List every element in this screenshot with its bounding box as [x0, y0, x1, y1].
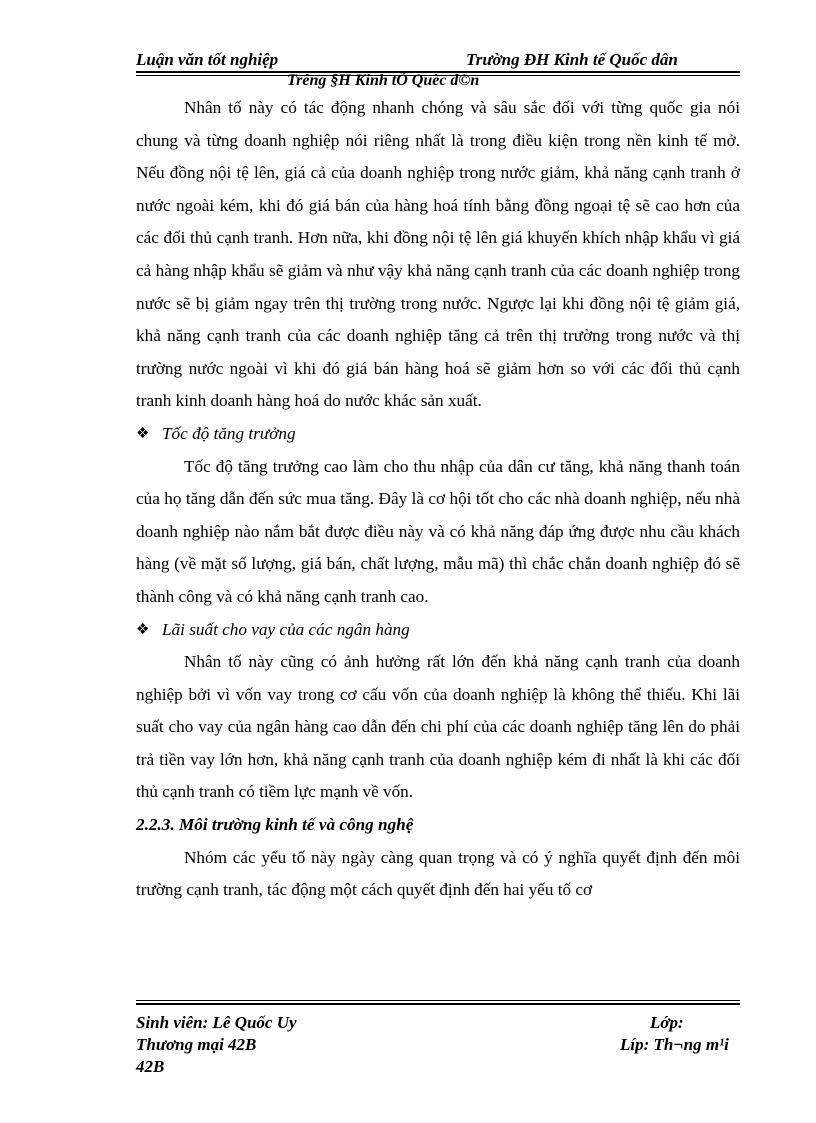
header-garbled-university: Trêng §H Kinh tÕ Quèc d©n: [287, 72, 480, 89]
bullet-interest-rate-label: Lãi suất cho vay của các ngân hàng: [162, 619, 410, 639]
paragraph-economic-environment: Nhóm các yếu tố này ngày càng quan trọng và có ý nghĩa quyết định đến môi trường cạnh tranh, tác động một cách quyết định đến hai yếu tố cơ: [136, 847, 740, 900]
bullet-growth-rate: [136, 418, 740, 451]
document-body: [136, 92, 740, 907]
footer-student-name: Sinh viên: Lê Quốc Uy: [136, 1013, 297, 1032]
footer-class-code: 42B: [136, 1057, 165, 1076]
footer-class-garbled: Líp: Th¬ng m¹i: [620, 1035, 729, 1054]
footer-rule-thin: [136, 1000, 740, 1001]
footer-class-label: Lớp:: [650, 1013, 684, 1032]
paragraph-growth-rate: Tốc độ tăng trưởng cao làm cho thu nhập của dân cư tăng, khả năng thanh toán của họ tăng dẫn đến sức mua tăng. Đây là cơ hội tốt cho các nhà doanh nghiệp, nếu nhà doanh nghiệp nào nắm bắt được điều này và có khả năng đáp ứng được nhu cầu khách hàng (về mặt số lượng, giá bán, chất lượng, mẫu mã) thì chắc chắn doanh nghiệp đó sẽ thành công và có khả năng cạnh tranh cao.: [136, 456, 740, 606]
header-university: Trường ĐH Kinh tế Quốc dân: [466, 50, 678, 69]
footer-rule-thick: [136, 1003, 740, 1005]
bullet-interest-rate: [136, 614, 740, 647]
paragraph-exchange-rate: Nhân tố này có tác động nhanh chóng và sâu sắc đối với từng quốc gia nói chung và từng doanh nghiệp nói riêng nhất là trong điều kiện trong nền kinh tế mở. Nếu đồng nội tệ lên, giá cả của doanh nghiệp trong nước giảm, khả năng cạnh tranh ở nước ngoài kém, khi đó giá bán của hàng hoá tính bằng đồng ngoại tệ sẽ cao hơn của các đối thủ cạnh tranh. Hơn nữa, khi đồng nội tệ lên giá khuyến khích nhập khẩu vì giá cả hàng nhập khẩu sẽ giảm và như vậy khả năng cạnh tranh của các doanh nghiệp trong nước sẽ bị giảm ngay trên thị trường trong nước. Ngược lại khi đồng nội tệ giảm giá, khả năng cạnh tranh của các doanh nghiệp tăng cả trên thị trường trong nước và thị trường nước ngoài vì khi đó giá bán hàng hoá sẽ giảm hơn so với các đối thủ cạnh tranh kinh doanh hàng hoá do nước khác sản xuất.: [136, 98, 740, 411]
footer-class-name: Thương mại 42B: [136, 1035, 257, 1054]
paragraph-interest-rate: Nhân tố này cũng có ảnh hưởng rất lớn đến khả năng cạnh tranh của doanh nghiệp bởi vì vốn vay trong cơ cấu vốn của doanh nghiệp là không thể thiếu. Khi lãi suất cho vay của ngân hàng cao dẫn đến chi phí của các doanh nghiệp tăng lên do phải trả tiền vay lớn hơn, khả năng cạnh tranh của doanh nghiệp kém đi nhất là khi các đối thủ cạnh tranh có tiềm lực mạnh về vốn.: [136, 652, 740, 802]
diamond-bullet-icon: ❖: [136, 425, 150, 442]
section-heading: 2.2.3. Môi trường kinh tế và công nghệ: [136, 815, 414, 835]
bullet-growth-rate-label: Tốc độ tăng trưởng: [162, 423, 296, 443]
diamond-bullet-icon: ❖: [136, 621, 150, 638]
header-thesis-title: Luận văn tốt nghiệp: [136, 50, 279, 69]
